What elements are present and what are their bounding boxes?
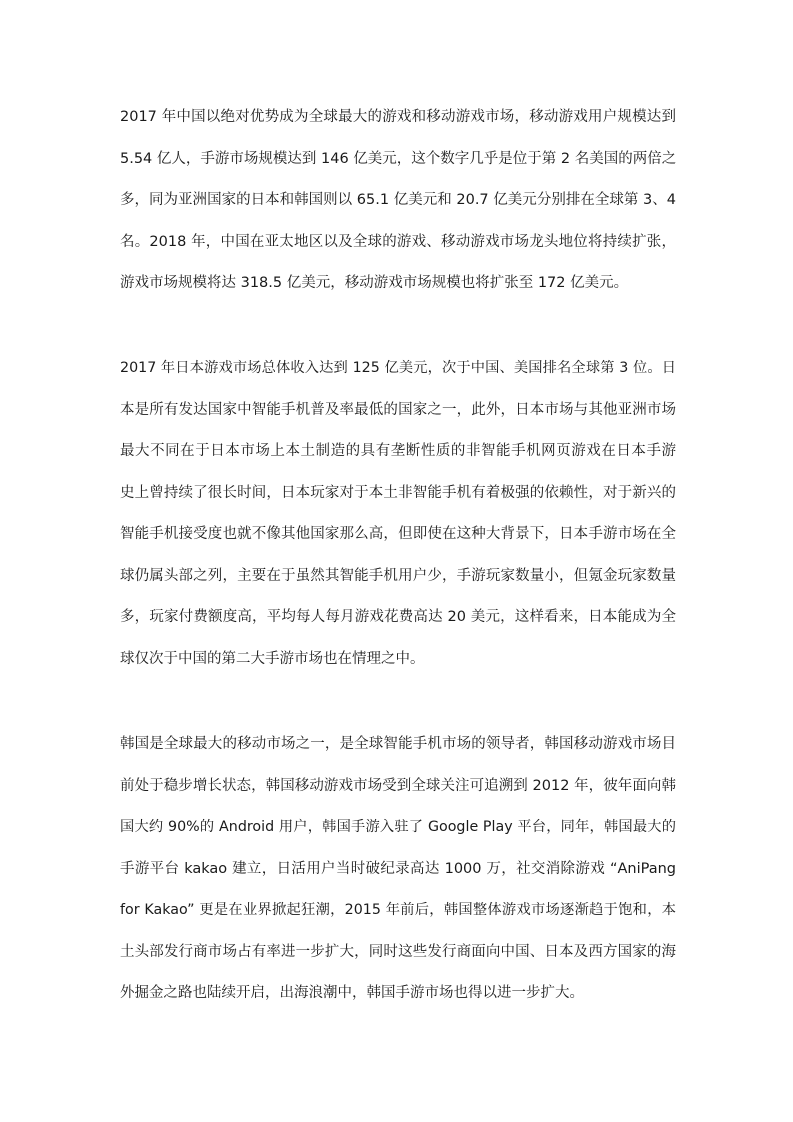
- text-line: 名。2018 年，中国在亚太地区以及全球的游戏、移动游戏市场龙头地位将持续扩张，: [120, 233, 676, 250]
- text-line: 多，玩家付费额度高，平均每人每月游戏花费高达 20 美元，这样看来，日本能成为全: [120, 609, 676, 625]
- text-line: 多，同为亚洲国家的日本和韩国则以 65.1 亿美元和 20.7 亿美元分别排在全球第 3、4: [120, 192, 676, 208]
- text-line: 土头部发行商市场占有率进一步扩大，同时这些发行商面向中国、日本及西方国家的海: [120, 943, 676, 960]
- text-line: 智能手机接受度也就不像其他国家那么高，但即使在这种大背景下，日本手游市场在全: [120, 526, 676, 542]
- text-line: 2017 年中国以绝对优势成为全球最大的游戏和移动游戏市场，移动游戏用户规模达到: [120, 109, 676, 125]
- text-line: for Kakao” 更是在业界掀起狂潮，2015 年前后，韩国整体游戏市场逐渐趋于饱和，本: [120, 902, 676, 918]
- text-line: 手游平台 kakao 建立，日活用户当时破纪录高达 1000 万，社交消除游戏 “AniPang: [120, 860, 676, 877]
- text-line: 韩国是全球最大的移动市场之一，是全球智能手机市场的领导者，韩国移动游戏市场目: [120, 736, 676, 752]
- text-line: 本是所有发达国家中智能手机普及率最低的国家之一，此外，日本市场与其他亚洲市场: [120, 401, 676, 418]
- text-line: 5.54 亿人，手游市场规模达到 146 亿美元，这个数字几乎是位于第 2 名美国的两倍之: [120, 150, 677, 167]
- text-line: 外掘金之路也陆续开启，出海浪潮中，韩国手游市场也得以进一步扩大。: [120, 985, 584, 1001]
- text-line: 2017 年日本游戏市场总体收入达到 125 亿美元，次于中国、美国排名全球第 3 位。日: [120, 360, 676, 376]
- text-line: 游戏市场规模将达 318.5 亿美元，移动游戏市场规模也将扩张至 172 亿美元。: [120, 275, 629, 291]
- text-line: 球仍属头部之列，主要在于虽然其智能手机用户少，手游玩家数量小，但氪金玩家数量: [120, 567, 676, 584]
- paragraph-japan-market: [120, 348, 676, 680]
- text-line: 球仅次于中国的第二大手游市场也在情理之中。: [120, 650, 425, 667]
- paragraph-korea-market: [120, 724, 676, 1015]
- paragraph-china-market: [120, 97, 676, 305]
- text-line: 国大约 90%的 Android 用户，韩国手游入驻了 Google Play 平台，同年，韩国最大的: [120, 819, 676, 835]
- text-line: 史上曾持续了很长时间，日本玩家对于本土非智能手机有着极强的依赖性，对于新兴的: [120, 484, 676, 501]
- text-line: 最大不同在于日本市场上本土制造的具有垄断性质的非智能手机网页游戏在日本手游: [120, 443, 676, 459]
- text-line: 前处于稳步增长状态，韩国移动游戏市场受到全球关注可追溯到 2012 年，彼年面向韩: [120, 777, 676, 794]
